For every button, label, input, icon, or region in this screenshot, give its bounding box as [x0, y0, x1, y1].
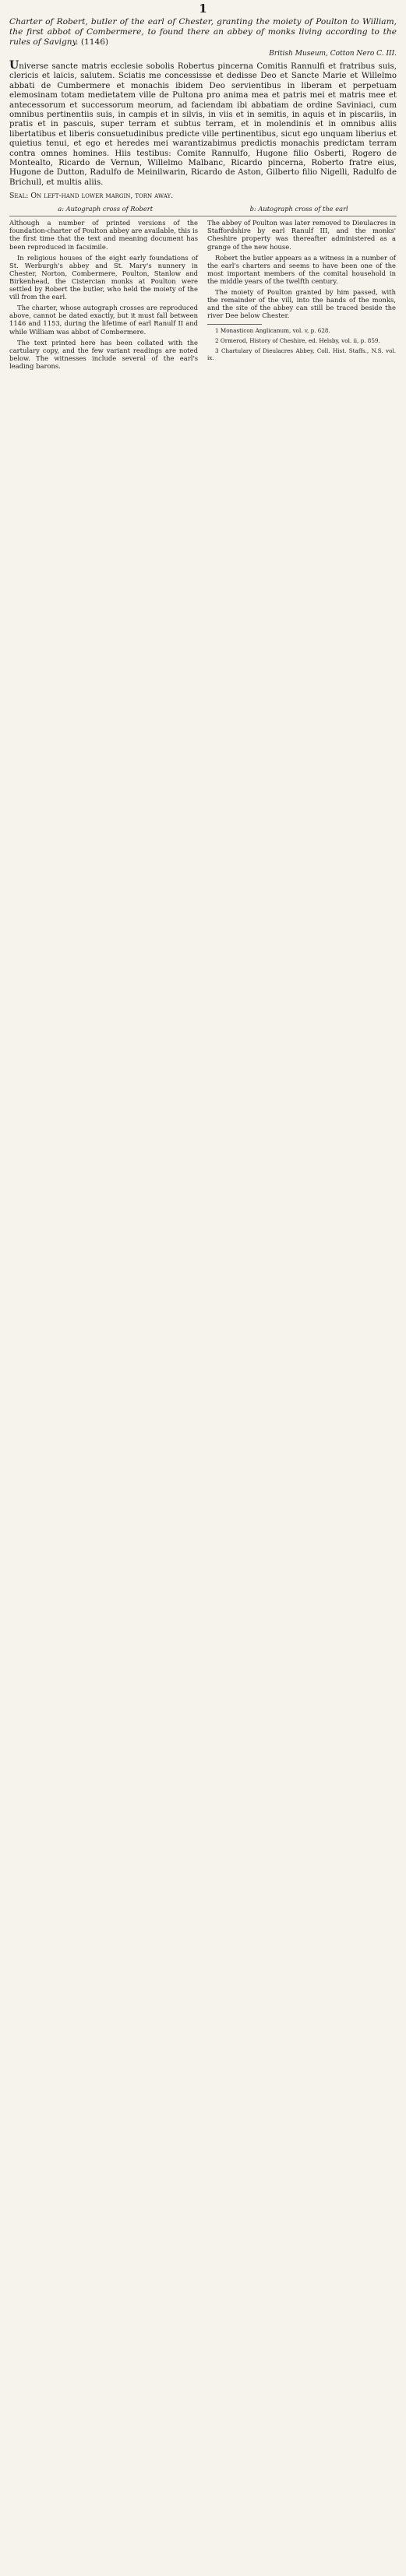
figure-caption-a: a: Autograph cross of Robert — [58, 205, 154, 213]
paragraph: Robert the butler appears as a witness in a number of the earl's charters and seems to have been one of the most important members of the comital household in the middle years of the twelfth century. — [207, 253, 396, 285]
commentary-column-left — [9, 219, 198, 373]
seal-note: Seal: On left-hand lower margin, torn away. — [9, 192, 174, 201]
paragraph: In religious houses of the eight early foundations of St. Werburgh's abbey and St. Mary's nunnery in Chester, Norton, Combermere, Poulton, Stanlow and Birkenhead, the Cistercian monks at Poulton were settled by Robert the butler, who held the moiety of the vill from the earl. — [9, 253, 198, 301]
charter-body: niverse sancte matris ecclesie sobolis Robertus pincerna Comitis Rannulfi et fratribus suis, clericis et laicis, salutem. Sciatis me concessisse et dedisse Deo et Sancte Marie et Willelmo abbati de Cumbermere et monachis ibidem Deo servientibus in liberam et perpetuam elemosinam totam medietatem ville de Pultona pro anima mea et patris mei et matris mee et antecessorum et successorum meorum, ad faciendam ibi abbatiam de ordine Saviniaci, cum omnibus pertinentiis suis, in campis et in silvis, in viis et in semitis, in aquis et in piscariis, in pratis et in pascuis, super terram et subtus terram, et in molendinis et in omnibus aliis libertatibus et liberis consuetudinibus predicte ville pertinentibus, sicut ego unquam liberius et quietius tenui, et ego et heredes mei warantizabimus predictis monachis predictam terram contra omnes homines. Hiis testibus: Comite Rannulfo, Hugone filio Osberti, Rogero de Montealto, Ricardo de Vernun, Willelmo Malbanc, Ricardo pincerna, Roberto fratre eius, Hugone de Dutton, Radulfo de Meinilwarin, Ricardo de Aston, Gilberto filio Nigelli, Radulfo de Brichull, et multis aliis. — [9, 62, 397, 187]
charter-text — [9, 61, 397, 188]
paragraph: The charter, whose autograph crosses are reproduced above, cannot be dated exactly, but it must fall between 1146 and 1153, during the lifetime of earl Ranulf II and while William was abbot of Combermere. — [9, 304, 198, 336]
title-text: Charter of Robert, butler of the earl of Chester, granting the moiety of Poulton to William, the first abbot of Combermere, to found there an abbey of monks living according to the rules of Savigny. — [9, 17, 397, 47]
document-number: 1 — [199, 2, 207, 16]
commentary-columns — [9, 219, 397, 373]
figure-captions — [9, 205, 397, 213]
initial-letter: U — [9, 59, 19, 72]
footnote: 3 Chartulary of Dieulacres Abbey, Coll. Hist. Staffs., N.S. vol. ix. — [207, 347, 396, 361]
title-date: (1146) — [80, 37, 109, 47]
source-citation — [9, 50, 397, 58]
figure-caption-b: b: Autograph cross of the earl — [249, 205, 348, 213]
source-text: British Museum, Cotton Nero C. III. — [269, 50, 397, 58]
paragraph: The moiety of Poulton granted by him passed, with the remainder of the vill, into the hands of the monks, and the site of the abbey can still be traced beside the river Dee below Chester. — [207, 288, 396, 320]
paragraph: The abbey of Poulton was later removed to Dieulacres in Staffordshire by earl Ranulf III, and the monks' Cheshire property was thereafter administered as a grange of the new house. — [207, 219, 396, 251]
footnote-rule — [207, 324, 262, 325]
footnote: 2 Ormerod, History of Cheshire, ed. Helsby, vol. ii, p. 859. — [215, 337, 380, 345]
commentary-column-right — [207, 219, 396, 373]
paragraph: The text printed here has been collated with the cartulary copy, and the few variant readings are noted below. The witnesses include several of the earl's leading barons. — [9, 338, 198, 370]
paragraph: Although a number of printed versions of the foundation-charter of Poulton abbey are available, this is the first time that the text and meaning document has been reproduced in facsimile. — [9, 219, 198, 251]
footnote: 1 Monasticon Anglicanum, vol. v, p. 628. — [215, 327, 330, 335]
document-title — [9, 17, 397, 48]
